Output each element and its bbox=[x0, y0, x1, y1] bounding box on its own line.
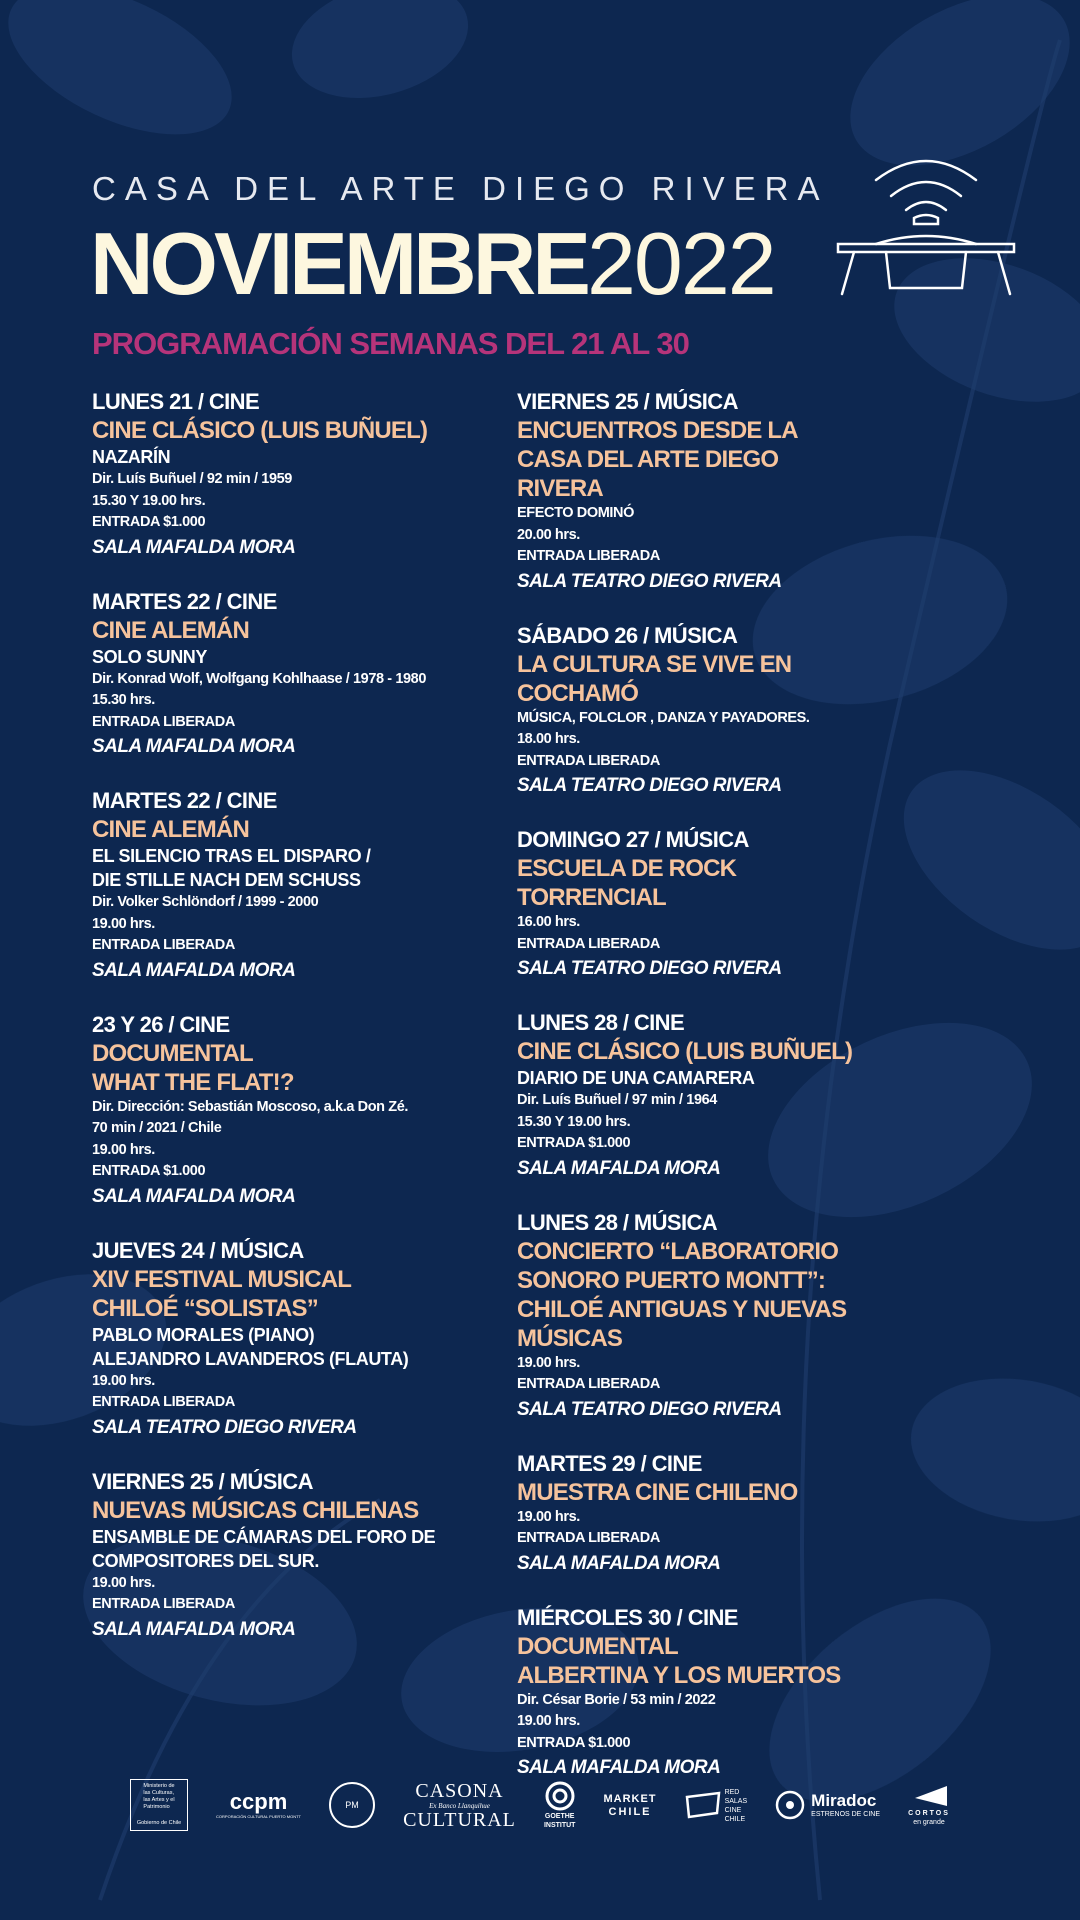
event-title bbox=[517, 1237, 947, 1353]
event-detail: Dir. César Borie / 53 min / 2022 bbox=[517, 1691, 716, 1708]
event-detail: Dir. Volker Schlöndorf / 1999 - 2000 bbox=[92, 894, 319, 910]
event-item bbox=[92, 1011, 522, 1211]
event-detail: ENTRADA LIBERADA bbox=[92, 1596, 235, 1612]
event-day: LUNES 28 / CINE bbox=[517, 1010, 685, 1035]
event-title bbox=[92, 1496, 522, 1525]
miradoc-circle-icon bbox=[775, 1790, 805, 1820]
event-venue-room: SALA MAFALDA MORA bbox=[517, 1552, 721, 1574]
event-item bbox=[517, 1450, 947, 1578]
event-detail: ENTRADA $1.000 bbox=[92, 1163, 206, 1179]
event-detail: ENTRADA LIBERADA bbox=[517, 1376, 660, 1392]
event-day: DOMINGO 27 / MÚSICA bbox=[517, 827, 749, 852]
event-day: VIERNES 25 / MÚSICA bbox=[517, 389, 738, 414]
event-title-line: SONORO PUERTO MONTT”: bbox=[517, 1266, 826, 1294]
event-detail: ENTRADA LIBERADA bbox=[92, 937, 235, 953]
event-detail: Dir. Luís Buñuel / 92 min / 1959 bbox=[92, 471, 292, 487]
event-detail: 19.00 hrs. bbox=[517, 1508, 580, 1525]
event-detail: ENTRADA LIBERADA bbox=[517, 935, 660, 952]
event-detail: Dir. Dirección: Sebastián Moscoso, a.k.a Don Zé. bbox=[92, 1098, 409, 1115]
event-title-line: TORRENCIAL bbox=[517, 884, 666, 911]
market-chile-logo: MARKET CHILE bbox=[603, 1793, 657, 1818]
event-venue-room: SALA TEATRO DIEGO RIVERA bbox=[517, 775, 782, 796]
event-venue-room: SALA TEATRO DIEGO RIVERA bbox=[517, 1398, 782, 1420]
event-detail: 19.00 hrs. bbox=[92, 1574, 155, 1591]
event-subtitle: COMPOSITORES DEL SUR. bbox=[92, 1550, 319, 1571]
left-event-column bbox=[92, 388, 522, 1670]
event-title-line: MÚSICAS bbox=[517, 1324, 623, 1352]
event-detail: 15.30 hrs. bbox=[92, 692, 155, 708]
event-detail: EFECTO DOMINÓ bbox=[517, 505, 634, 521]
venue-logo-icon bbox=[836, 148, 1016, 298]
event-subtitle: DIARIO DE UNA CAMARERA bbox=[517, 1068, 755, 1088]
event-title-line: DOCUMENTAL bbox=[517, 1632, 678, 1660]
event-venue-room: SALA MAFALDA MORA bbox=[92, 536, 296, 558]
event-detail: ENTRADA LIBERADA bbox=[517, 1530, 660, 1546]
event-venue-room: SALA MAFALDA MORA bbox=[92, 959, 296, 981]
event-venue-room: SALA TEATRO DIEGO RIVERA bbox=[517, 958, 782, 979]
event-subtitle: ALEJANDRO LAVANDEROS (FLAUTA) bbox=[92, 1348, 409, 1369]
event-item bbox=[92, 787, 522, 985]
ministerio-culturas-logo: Ministerio de las Culturas, las Artes y el Patrimonio Gobierno de Chile bbox=[130, 1779, 188, 1831]
event-subtitle: NAZARÍN bbox=[92, 447, 171, 467]
event-item bbox=[92, 588, 522, 762]
event-venue-room: SALA MAFALDA MORA bbox=[517, 1757, 721, 1778]
event-day: LUNES 28 / MÚSICA bbox=[517, 1209, 718, 1235]
event-detail: Dir. Luís Buñuel / 97 min / 1964 bbox=[517, 1092, 717, 1108]
event-venue-room: SALA MAFALDA MORA bbox=[92, 1618, 296, 1640]
event-detail: 19.00 hrs. bbox=[517, 1713, 580, 1729]
month-title bbox=[90, 214, 775, 313]
event-title bbox=[92, 1265, 522, 1323]
event-day: MARTES 29 / CINE bbox=[517, 1450, 702, 1476]
event-item bbox=[92, 388, 522, 562]
event-item bbox=[517, 1209, 947, 1424]
venue-name: CASA DEL ARTE DIEGO RIVERA bbox=[92, 170, 829, 207]
ccpm-logo: ccpm CORPORACIÓN CULTURAL PUERTO MONTT bbox=[216, 1789, 302, 1819]
casona-cultural-logo: CASONA Ex Banco Llanquihue CULTURAL bbox=[403, 1779, 516, 1831]
event-title-line: COCHAMÓ bbox=[517, 679, 639, 707]
event-title-line: MUESTRA CINE CHILENO bbox=[517, 1478, 798, 1506]
event-detail: 20.00 hrs. bbox=[517, 526, 580, 543]
municipal-seal-logo: PM bbox=[329, 1782, 375, 1828]
event-title bbox=[517, 1037, 947, 1066]
event-detail: 15.30 Y 19.00 hrs. bbox=[92, 492, 206, 509]
event-title-line: CHILOÉ ANTIGUAS Y NUEVAS bbox=[517, 1295, 847, 1323]
event-item bbox=[517, 1604, 947, 1783]
event-subtitle: PABLO MORALES (PIANO) bbox=[92, 1324, 315, 1345]
event-detail: ENTRADA LIBERADA bbox=[517, 548, 660, 564]
red-salas-cine-logo: RED SALAS CINE CHILE bbox=[685, 1787, 748, 1823]
event-title-line: DOCUMENTAL bbox=[92, 1039, 253, 1067]
event-title-line: CINE ALEMÁN bbox=[92, 616, 249, 644]
event-venue-room: SALA TEATRO DIEGO RIVERA bbox=[92, 1416, 357, 1438]
event-title-line: CONCIERTO “LABORATORIO bbox=[517, 1237, 839, 1265]
event-title-line: RIVERA bbox=[517, 475, 603, 502]
event-detail: 16.00 hrs. bbox=[517, 914, 580, 930]
event-item bbox=[517, 1009, 947, 1183]
event-day: LUNES 21 / CINE bbox=[92, 389, 260, 414]
screen-icon bbox=[685, 1791, 721, 1819]
goethe-institut-logo: GOETHE INSTITUT bbox=[544, 1781, 576, 1829]
sponsor-logos bbox=[130, 1770, 950, 1840]
event-subtitle: EL SILENCIO TRAS EL DISPARO / bbox=[92, 846, 371, 866]
event-detail: MÚSICA, FOLCLOR , DANZA Y PAYADORES. bbox=[517, 709, 810, 726]
event-title-line: ESCUELA DE ROCK bbox=[517, 855, 737, 882]
event-title bbox=[517, 1478, 947, 1507]
event-title-line: CINE CLÁSICO (LUIS BUÑUEL) bbox=[517, 1038, 853, 1065]
event-subtitle: ENSAMBLE DE CÁMARAS DEL FORO DE bbox=[92, 1526, 436, 1547]
miradoc-logo: Miradoc ESTRENOS DE CINE bbox=[775, 1790, 880, 1820]
event-detail: 19.00 hrs. bbox=[92, 1141, 155, 1158]
event-detail: 19.00 hrs. bbox=[92, 915, 155, 932]
event-day: VIERNES 25 / MÚSICA bbox=[92, 1468, 313, 1494]
event-detail: ENTRADA $1.000 bbox=[517, 1135, 631, 1151]
event-day: MARTES 22 / CINE bbox=[92, 788, 277, 813]
right-event-column bbox=[517, 388, 947, 1808]
event-venue-room: SALA MAFALDA MORA bbox=[517, 1157, 721, 1179]
event-detail: Dir. Konrad Wolf, Wolfgang Kohlhaase / 1978 - 1980 bbox=[92, 670, 426, 687]
event-title-line: NUEVAS MÚSICAS CHILENAS bbox=[92, 1496, 419, 1524]
event-day: SÁBADO 26 / MÚSICA bbox=[517, 622, 738, 648]
event-detail: 15.30 Y 19.00 hrs. bbox=[517, 1113, 631, 1130]
event-subtitle: DIE STILLE NACH DEM SCHUSS bbox=[92, 870, 361, 890]
event-title bbox=[92, 416, 522, 445]
event-day: MARTES 22 / CINE bbox=[92, 588, 277, 614]
event-title-line: WHAT THE FLAT!? bbox=[92, 1068, 294, 1096]
event-detail: ENTRADA $1.000 bbox=[92, 514, 206, 530]
event-detail: ENTRADA LIBERADA bbox=[92, 1394, 235, 1410]
event-detail: ENTRADA $1.000 bbox=[517, 1734, 631, 1751]
event-title-line: CASA DEL ARTE DIEGO bbox=[517, 446, 779, 473]
event-title bbox=[517, 416, 947, 503]
event-item bbox=[517, 622, 947, 801]
event-title-line: CINE CLÁSICO (LUIS BUÑUEL) bbox=[92, 417, 428, 444]
cortos-en-grande-logo: CORTOS en grande bbox=[908, 1784, 950, 1826]
event-title-line: CHILOÉ “SOLISTAS” bbox=[92, 1294, 318, 1322]
event-title bbox=[517, 1632, 947, 1690]
event-subtitle: SOLO SUNNY bbox=[92, 646, 208, 667]
event-day: JUEVES 24 / MÚSICA bbox=[92, 1237, 304, 1263]
event-detail: 19.00 hrs. bbox=[517, 1354, 580, 1371]
event-title-line: CINE ALEMÁN bbox=[92, 816, 249, 843]
event-day: MIÉRCOLES 30 / CINE bbox=[517, 1604, 738, 1630]
year: 2022 bbox=[586, 214, 775, 313]
event-title-line: ALBERTINA Y LOS MUERTOS bbox=[517, 1661, 841, 1689]
event-item bbox=[517, 388, 947, 596]
event-detail: 70 min / 2021 / Chile bbox=[92, 1120, 222, 1136]
event-venue-room: SALA TEATRO DIEGO RIVERA bbox=[517, 570, 782, 592]
event-day: 23 Y 26 / CINE bbox=[92, 1011, 230, 1037]
event-title bbox=[92, 616, 522, 645]
event-item bbox=[92, 1237, 522, 1442]
month-name: NOVIEMBRE bbox=[90, 214, 587, 313]
event-title bbox=[517, 650, 947, 708]
triangle-play-icon bbox=[909, 1784, 949, 1808]
event-venue-room: SALA MAFALDA MORA bbox=[92, 1185, 296, 1207]
event-title-line: XIV FESTIVAL MUSICAL bbox=[92, 1265, 352, 1293]
event-detail: ENTRADA LIBERADA bbox=[517, 752, 660, 769]
event-detail: 18.00 hrs. bbox=[517, 731, 580, 747]
event-title bbox=[92, 1039, 522, 1097]
event-detail: ENTRADA LIBERADA bbox=[92, 713, 235, 730]
event-title-line: LA CULTURA SE VIVE EN bbox=[517, 650, 792, 678]
program-subtitle: PROGRAMACIÓN SEMANAS DEL 21 AL 30 bbox=[92, 326, 689, 361]
event-title-line: ENCUENTROS DESDE LA bbox=[517, 417, 798, 444]
event-title bbox=[92, 815, 522, 844]
event-detail: 19.00 hrs. bbox=[92, 1372, 155, 1389]
goethe-circle-icon bbox=[545, 1781, 575, 1811]
event-item bbox=[92, 1468, 522, 1644]
event-title bbox=[517, 854, 947, 912]
event-venue-room: SALA MAFALDA MORA bbox=[92, 736, 296, 757]
event-item bbox=[517, 826, 947, 983]
